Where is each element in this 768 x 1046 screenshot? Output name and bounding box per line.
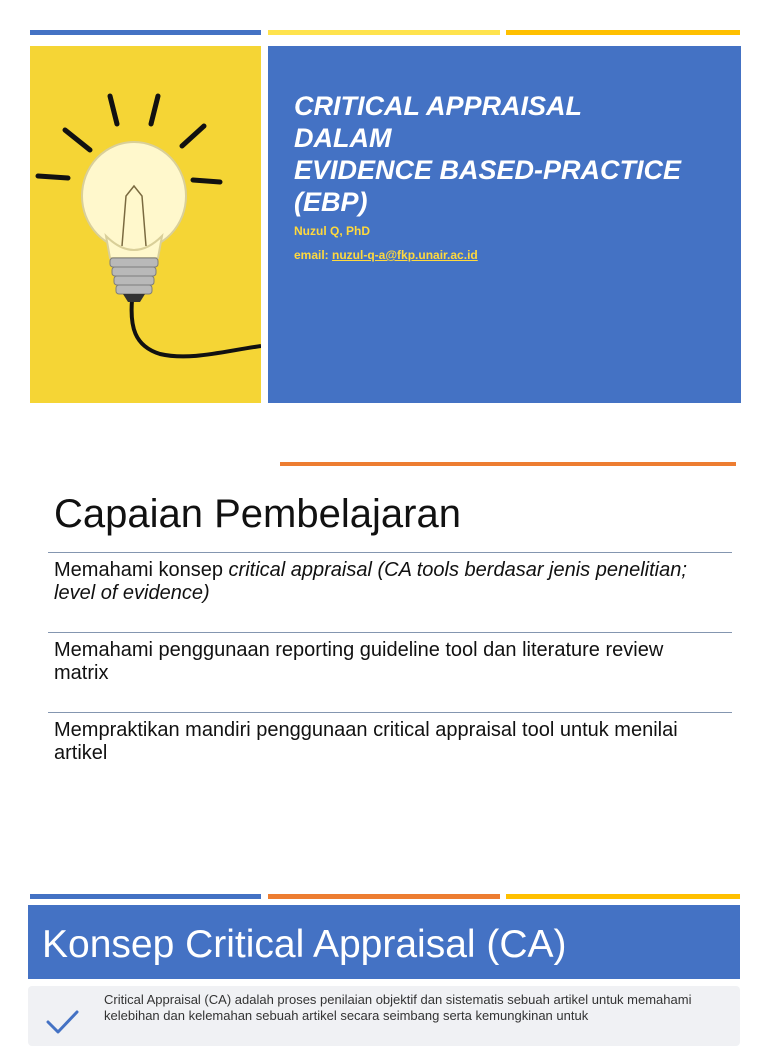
top-bar-gold — [506, 30, 740, 35]
outcome-1-plain: Memahami konsep — [54, 559, 229, 581]
divider-3 — [48, 712, 732, 713]
top-bar-yellow — [268, 30, 500, 35]
ca-concept-body — [28, 986, 740, 1046]
presentation-title — [294, 90, 734, 218]
email-link[interactable]: nuzul-q-a@fkp.unair.ac.id — [332, 248, 478, 262]
title-line-1: CRITICAL APPRAISAL — [294, 91, 583, 121]
ca-definition-text: Critical Appraisal (CA) adalah proses penilaian objektif dan sistematis sebuah artikel untuk memahami kelebihan dan kelemahan sebuah artikel secara seimbang serta kemungkinan untuk — [104, 992, 692, 1023]
author-name: Nuzul Q, PhD — [294, 224, 370, 238]
ca-concept-header — [28, 905, 740, 979]
title-panel — [268, 46, 741, 403]
orange-divider — [280, 462, 736, 466]
divider-2 — [48, 632, 732, 633]
lightbulb-icon — [30, 46, 261, 403]
ca-concept-title: Konsep Critical Appraisal (CA) — [42, 923, 567, 966]
lightbulb-image — [30, 46, 261, 403]
outcome-item-2: Memahami penggunaan reporting guideline tool dan literature review matrix — [54, 639, 664, 684]
title-line-2: DALAM — [294, 123, 392, 153]
outcome-item-3: Mempraktikan mandiri penggunaan critical appraisal tool untuk menilai artikel — [54, 719, 678, 764]
learning-outcomes-title: Capaian Pembelajaran — [54, 492, 461, 536]
outcome-1-italic: critical appraisal (CA tools berdasar jenis penelitian; level of evidence) — [54, 559, 687, 604]
check-icon — [44, 1002, 80, 1038]
email-label: email: — [294, 248, 333, 262]
outcome-item-1 — [54, 559, 714, 605]
divider-1 — [48, 552, 732, 553]
top-bar-orange-2 — [268, 894, 500, 899]
title-line-4: (EBP) — [294, 187, 368, 217]
top-bar-blue-2 — [30, 894, 261, 899]
title-line-3: EVIDENCE BASED-PRACTICE — [294, 155, 682, 185]
top-bar-blue — [30, 30, 261, 35]
email-line — [294, 248, 478, 262]
top-bar-gold-2 — [506, 894, 740, 899]
